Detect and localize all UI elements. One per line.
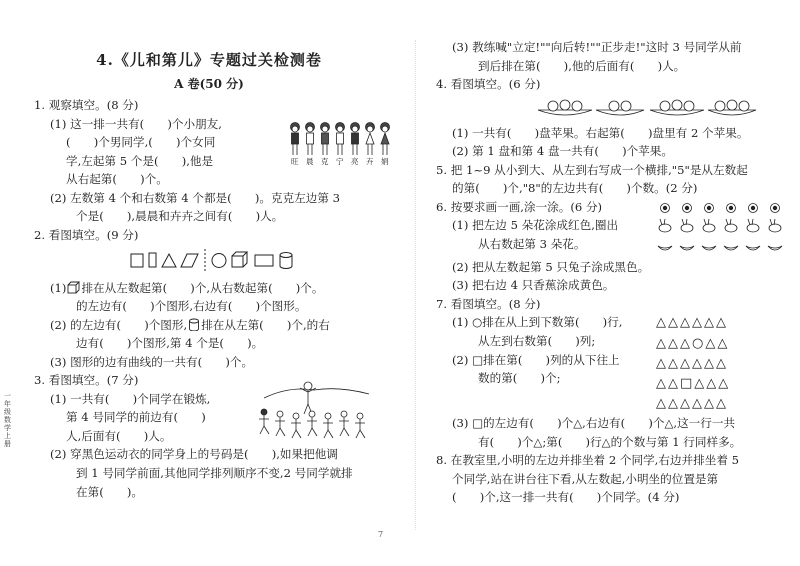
question-3-part-3 [436, 38, 786, 75]
q3c-line-2: 到后排在第( ),他的后面有( )人。 [478, 58, 686, 73]
q7-line-2: 从左到右数第( )列; [478, 334, 596, 349]
question-5 [436, 161, 786, 198]
triangle-grid-figure [656, 313, 730, 414]
flower-row [661, 203, 780, 212]
q2-line-2: 的左边有( )个图形,右边有( )个图形。 [76, 299, 307, 314]
question-8 [436, 451, 786, 507]
exercise-students-figure [254, 378, 384, 442]
q7-line-4: 数的第( )个; [478, 371, 561, 386]
side-margin-mark: 一年级数学上册 [4, 392, 11, 448]
plate-2 [596, 101, 644, 115]
shapes-row-figure [34, 249, 384, 273]
q8-line-3: ( )个,这一排一共有( )个同学。(4 分) [452, 490, 680, 505]
parallelogram-shape [181, 254, 198, 267]
q4-line-1: (1) 一共有( )盘苹果。右起第( )盘里有 2 个苹果。 [452, 125, 749, 140]
name-label: 亮 [351, 156, 359, 166]
q2-line-1: 排在从左数起第( )个,从右数起第( )个。 [81, 280, 324, 295]
q6-line-2: 从右数起第 3 朵花。 [478, 236, 586, 251]
q8-line-2: 个同学,站在讲台往下看,从左数起,小明坐的位置是第 [452, 471, 719, 486]
q3-line-1: (1) 一共有( )个同学在锻炼, [50, 391, 211, 406]
page-title: 4.《儿和第儿》专题过关检测卷 [96, 51, 322, 69]
q4-line-2: (2) 第 1 盘和第 4 盘一共有( )个苹果。 [452, 144, 673, 159]
plate-4 [708, 100, 756, 115]
q1-line-3: 学,左起第 5 个是( ),他是 [66, 153, 214, 168]
name-label: 晨 [306, 156, 314, 166]
q6-heading: 6. 按要求画一画,涂一涂。(6 分) [436, 199, 603, 214]
triangle-shape [162, 254, 176, 267]
q3c-line-1: (3) 教练喊"立定!""向后转!""正步走!"这时 3 号同学从前 [452, 40, 742, 54]
right-column [436, 38, 786, 507]
question-4 [436, 75, 786, 161]
q2-heading: 2. 看图填空。(9 分) [34, 228, 139, 243]
question-6 [436, 198, 786, 295]
q8-line-1: 8. 在教室里,小明的左边并排坐着 2 个同学,右边并排坐着 5 [436, 453, 739, 468]
cube-icon [67, 281, 80, 294]
q3-line-2: 第 4 号同学的前边有( ) [66, 410, 206, 425]
name-label: 卉 [366, 156, 374, 166]
q2-line-5: (3) 图形的边有曲线的一共有( )个。 [50, 354, 254, 369]
children-row-figure [286, 119, 398, 177]
square-shape [131, 254, 143, 267]
long-rectangle-shape [255, 255, 273, 266]
q3-heading: 3. 看图填空。(7 分) [34, 373, 139, 388]
grid-row: △△△△△△ [656, 315, 728, 331]
rabbit-row [659, 219, 781, 232]
q1-line-4: 从右起第( )个。 [66, 172, 168, 187]
cylinder-shape [280, 252, 292, 268]
q7-line-3: (2) □排在第( )列的从下往上 [452, 352, 620, 367]
name-label: 宁 [336, 156, 344, 166]
left-column [34, 0, 389, 501]
grid-row: △△△△△△ [656, 355, 728, 371]
q7-line-6: 有( )个△;第( )行△的个数与第 1 行同样多。 [478, 434, 742, 449]
page-subtitle: A 卷(50 分) [174, 77, 244, 91]
q4-heading: 4. 看图填空。(6 分) [436, 77, 541, 92]
question-2 [34, 226, 384, 371]
question-1 [34, 96, 389, 226]
q1-line-6: 个是( ),晨晨和卉卉之间有( )人。 [76, 209, 284, 224]
apple-plates-figure [436, 96, 786, 122]
q7-line-1: (1) ○排在从上到下数第( )行, [452, 315, 623, 330]
cylinder-icon [188, 318, 200, 331]
question-3 [34, 371, 384, 501]
column-divider [415, 40, 416, 530]
q3-line-5: 到 1 号同学前面,其他同学排列顺序不变,2 号同学就排 [76, 466, 353, 481]
grid-row: △△△△△△ [656, 396, 728, 412]
q6-line-4: (3) 把右边 4 只香蕉涂成黄色。 [452, 278, 615, 293]
q5-line-1: 5. 把 1~9 从小到大、从左到右写成一个横排,"5"是从左数起 [436, 162, 748, 177]
name-label: 娟 [381, 156, 389, 166]
q3-line-4: (2) 穿黑色运动衣的同学身上的号码是( ),如果把他调 [50, 447, 338, 462]
q6-line-1: (1) 把左边 5 朵花涂成红色,圈出 [452, 218, 619, 233]
q6-line-3: (2) 把从左数起第 5 只兔子涂成黑色。 [452, 259, 650, 274]
q1-heading: 1. 观察填空。(8 分) [34, 98, 139, 113]
q7-line-5: (3) □的左边有( )个△,右边有( )个△,这一行一共 [452, 416, 736, 431]
q2-line-3a: (2) 的左边有( )个图形, [50, 317, 188, 332]
name-label: 旺 [291, 156, 299, 166]
page-number: 7 [378, 530, 384, 539]
grid-row: △△△○△△ [656, 335, 730, 351]
q3-line-6: 在第( )。 [76, 484, 144, 499]
flowers-rabbits-bananas-figure [656, 200, 784, 258]
q3-line-3: 人,后面有( )人。 [66, 428, 172, 443]
q1-line-5: (2) 左数第 4 个和右数第 4 个都是( )。克克左边第 3 [50, 190, 340, 205]
plate-1 [538, 100, 592, 115]
question-7 [436, 295, 786, 451]
q7-heading: 7. 看图填空。(8 分) [436, 296, 541, 311]
circle-shape [212, 253, 226, 267]
plate-3 [650, 100, 704, 115]
q2-1-label: (1) [50, 280, 67, 295]
rectangle-shape [149, 253, 156, 267]
q1-line-2: ( )个男同学,( )个女同 [66, 135, 216, 150]
q5-line-2: 的第( )个,"8"的左边共有( )个数。(2 分) [452, 181, 698, 196]
grid-row: △△□△△△ [656, 375, 731, 391]
q1-line-1: (1) 这一排一共有( )个小朋友, [50, 116, 222, 131]
q2-line-4: 边有( )个图形,第 4 个是( )。 [76, 336, 264, 351]
cube-shape [232, 252, 247, 267]
q2-line-3b: 排在从左第( )个,的右 [201, 317, 330, 332]
banana-row [658, 246, 782, 250]
name-label: 克 [321, 156, 329, 166]
